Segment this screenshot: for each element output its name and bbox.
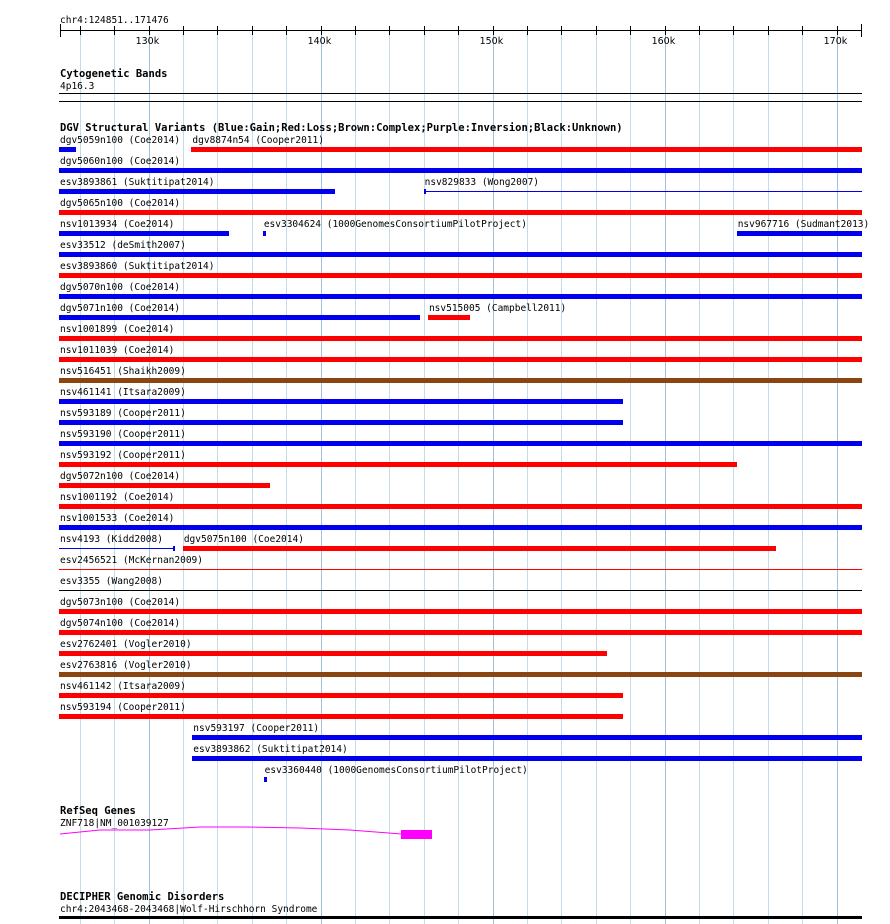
dgv-feature-endcap	[173, 546, 175, 551]
dgv-feature-bar[interactable]	[59, 630, 862, 635]
ruler-tick-label: 130k	[135, 36, 160, 47]
refseq-gene-label[interactable]: ZNF718|NM_001039127	[60, 818, 169, 829]
cytoband-track-title[interactable]: Cytogenetic Bands	[60, 68, 168, 80]
dgv-feature-label[interactable]: dgv5060n100 (Coe2014)	[60, 156, 181, 167]
dgv-feature-label[interactable]: nsv516451 (Shaikh2009)	[60, 366, 186, 377]
dgv-feature-bar[interactable]	[263, 231, 267, 236]
dgv-feature-label[interactable]: nsv593192 (Cooper2011)	[60, 450, 186, 461]
dgv-feature-bar[interactable]	[424, 191, 862, 192]
decipher-feature-bar[interactable]	[59, 916, 862, 919]
dgv-feature-label[interactable]: esv3893861 (Suktitipat2014)	[60, 177, 215, 188]
dgv-feature-bar[interactable]	[59, 147, 76, 152]
dgv-feature-label[interactable]: nsv4193 (Kidd2008)	[60, 534, 163, 545]
dgv-feature-label[interactable]: dgv5074n100 (Coe2014)	[60, 618, 181, 629]
dgv-feature-label[interactable]: nsv593194 (Cooper2011)	[60, 702, 186, 713]
dgv-feature-label[interactable]: nsv461141 (Itsara2009)	[60, 387, 186, 398]
dgv-feature-label[interactable]: esv3355 (Wang2008)	[60, 576, 163, 587]
refseq-track-title[interactable]: RefSeq Genes	[60, 805, 136, 817]
dgv-feature-label[interactable]: dgv5073n100 (Coe2014)	[60, 597, 181, 608]
dgv-feature-label[interactable]: nsv967716 (Sudmant2013)	[737, 219, 870, 230]
dgv-feature-bar[interactable]	[59, 252, 862, 257]
dgv-feature-bar[interactable]	[183, 546, 776, 551]
dgv-feature-bar[interactable]	[264, 777, 268, 782]
dgv-feature-bar[interactable]	[59, 483, 270, 488]
dgv-feature-bar[interactable]	[59, 651, 607, 656]
dgv-feature-label[interactable]: dgv5059n100 (Coe2014)	[60, 135, 181, 146]
dgv-feature-bar[interactable]	[59, 168, 862, 173]
dgv-feature-bar[interactable]	[59, 210, 862, 215]
dgv-feature-label[interactable]: esv3360440 (1000GenomesConsortiumPilotProject)	[264, 765, 528, 776]
locus-label: chr4:124851..171476	[60, 15, 169, 26]
decipher-feature-label[interactable]: chr4:2043468-2043468|Wolf-Hirschhorn Syndrome	[60, 904, 318, 915]
dgv-feature-label[interactable]: esv33512 (deSmith2007)	[60, 240, 186, 251]
dgv-feature-bar[interactable]	[59, 462, 737, 467]
dgv-feature-bar[interactable]	[59, 189, 335, 194]
dgv-feature-bar[interactable]	[59, 357, 862, 362]
dgv-feature-label[interactable]: esv2763816 (Vogler2010)	[60, 660, 192, 671]
dgv-feature-bar[interactable]	[59, 693, 623, 698]
dgv-feature-label[interactable]: esv3304624 (1000GenomesConsortiumPilotProject)	[263, 219, 527, 230]
dgv-feature-label[interactable]: nsv515005 (Campbell2011)	[428, 303, 567, 314]
dgv-feature-bar[interactable]	[59, 378, 862, 383]
dgv-feature-label[interactable]: dgv5065n100 (Coe2014)	[60, 198, 181, 209]
dgv-track-title[interactable]: DGV Structural Variants (Blue:Gain;Red:Loss;Brown:Complex;Purple:Inversion;Black:Unknown)	[60, 122, 623, 134]
dgv-feature-label[interactable]: dgv5071n100 (Coe2014)	[60, 303, 181, 314]
dgv-feature-bar[interactable]	[192, 735, 862, 740]
dgv-feature-label[interactable]: nsv593197 (Cooper2011)	[193, 723, 320, 734]
dgv-feature-bar[interactable]	[59, 399, 623, 404]
cytoband-label: 4p16.3	[60, 81, 95, 92]
dgv-feature-bar[interactable]	[59, 525, 862, 530]
refseq-gene-model[interactable]	[0, 824, 890, 844]
dgv-feature-label[interactable]: dgv8874n54 (Cooper2011)	[192, 135, 324, 146]
dgv-feature-label[interactable]: esv3893860 (Suktitipat2014)	[60, 261, 215, 272]
dgv-feature-label[interactable]: nsv829833 (Wong2007)	[424, 177, 540, 188]
dgv-feature-label[interactable]: dgv5072n100 (Coe2014)	[60, 471, 181, 482]
dgv-feature-bar[interactable]	[59, 336, 862, 341]
dgv-feature-bar[interactable]	[59, 504, 862, 509]
dgv-feature-label[interactable]: esv3893862 (Suktitipat2014)	[193, 744, 348, 755]
dgv-feature-bar[interactable]	[737, 231, 862, 236]
dgv-feature-bar[interactable]	[59, 420, 623, 425]
dgv-feature-label[interactable]: nsv593189 (Cooper2011)	[60, 408, 186, 419]
dgv-feature-bar[interactable]	[59, 315, 420, 320]
dgv-feature-bar[interactable]	[59, 294, 862, 299]
dgv-feature-label[interactable]: esv2456521 (McKernan2009)	[60, 555, 203, 566]
ruler-tick-label: 170k	[823, 36, 848, 47]
decipher-track-title[interactable]: DECIPHER Genomic Disorders	[60, 891, 225, 903]
dgv-feature-bar[interactable]	[59, 590, 862, 591]
dgv-feature-bar[interactable]	[59, 569, 862, 570]
dgv-feature-label[interactable]: dgv5075n100 (Coe2014)	[183, 534, 304, 545]
ruler-tick-label: 140k	[307, 36, 332, 47]
dgv-feature-bar[interactable]	[59, 609, 862, 614]
dgv-feature-bar[interactable]	[59, 548, 174, 549]
dgv-feature-bar[interactable]	[59, 441, 862, 446]
dgv-feature-bar[interactable]	[59, 672, 862, 677]
dgv-feature-label[interactable]: nsv593190 (Cooper2011)	[60, 429, 186, 440]
gene-intron-line	[60, 827, 401, 834]
cytoband-band-lower	[59, 101, 862, 102]
gene-exon	[401, 830, 432, 839]
dgv-feature-label[interactable]: nsv1001899 (Coe2014)	[60, 324, 175, 335]
ruler-tick-label: 150k	[479, 36, 504, 47]
ruler-scale[interactable]	[0, 0, 890, 60]
cytoband-band[interactable]	[59, 93, 862, 94]
ruler-tick-label: 160k	[651, 36, 676, 47]
dgv-feature-label[interactable]: nsv1001192 (Coe2014)	[60, 492, 175, 503]
dgv-feature-bar[interactable]	[59, 273, 862, 278]
dgv-feature-bar[interactable]	[192, 756, 862, 761]
dgv-feature-label[interactable]: nsv461142 (Itsara2009)	[60, 681, 186, 692]
dgv-feature-bar[interactable]	[59, 231, 229, 236]
dgv-feature-label[interactable]: nsv1001533 (Coe2014)	[60, 513, 175, 524]
dgv-feature-label[interactable]: dgv5070n100 (Coe2014)	[60, 282, 181, 293]
dgv-feature-endcap	[424, 189, 426, 194]
dgv-feature-bar[interactable]	[191, 147, 862, 152]
dgv-feature-bar[interactable]	[59, 714, 623, 719]
dgv-feature-label[interactable]: nsv1013934 (Coe2014)	[60, 219, 175, 230]
dgv-feature-label[interactable]: esv2762401 (Vogler2010)	[60, 639, 192, 650]
dgv-feature-label[interactable]: nsv1011039 (Coe2014)	[60, 345, 175, 356]
dgv-feature-bar[interactable]	[428, 315, 470, 320]
